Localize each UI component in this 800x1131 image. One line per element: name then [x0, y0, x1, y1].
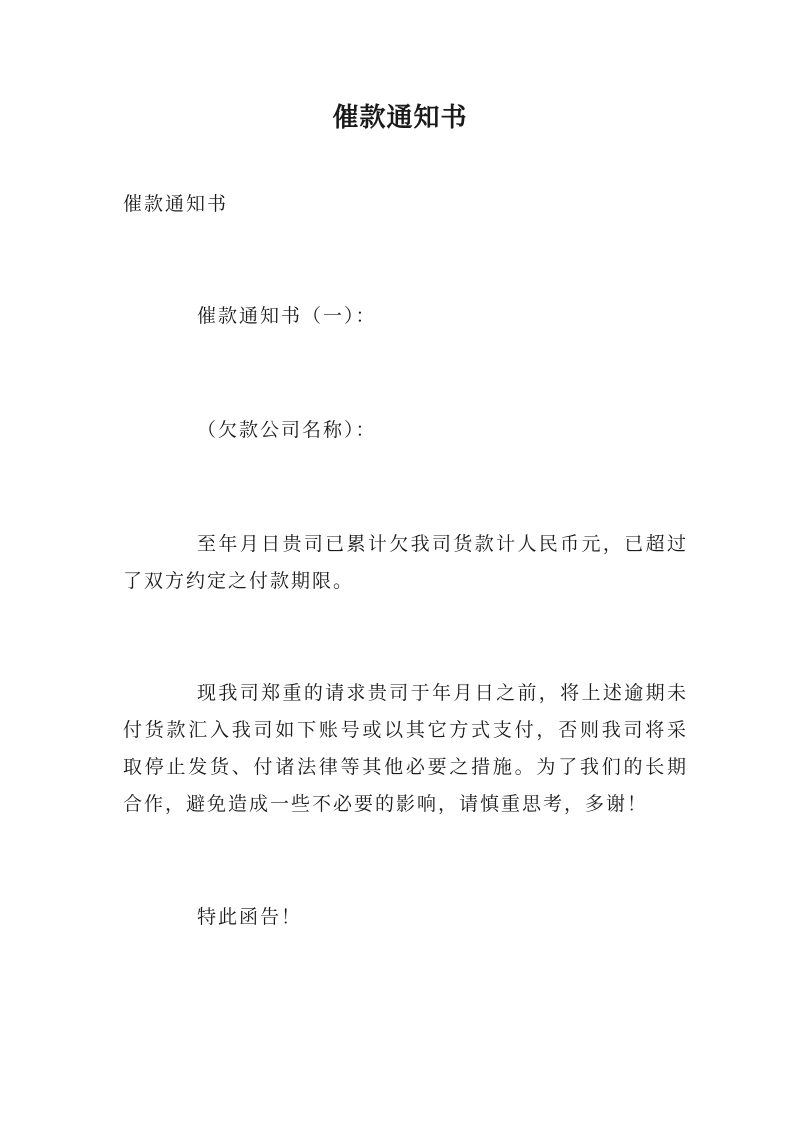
document-subtitle: 催款通知书（一）： — [197, 305, 377, 327]
document-title: 催款通知书 — [332, 103, 468, 133]
body-paragraph-2: 现我司郑重的请求贵司于年月日之前，将上述逾期未付货款汇入我司如下账号或以其它方式支付，否则我司将采取停止发货、付诸法律等其他必要之措施。为了我们的长期合作，避免造成一些不必要的影响，请慎重思考，多谢！ — [123, 682, 688, 815]
recipient-line: （欠款公司名称）： — [197, 419, 377, 441]
document-heading: 催款通知书 — [123, 193, 229, 215]
body-paragraph-1: 至年月日贵司已累计欠我司货款计人民币元，已超过了双方约定之付款期限。 — [123, 533, 688, 592]
closing-line: 特此函告！ — [197, 906, 303, 928]
